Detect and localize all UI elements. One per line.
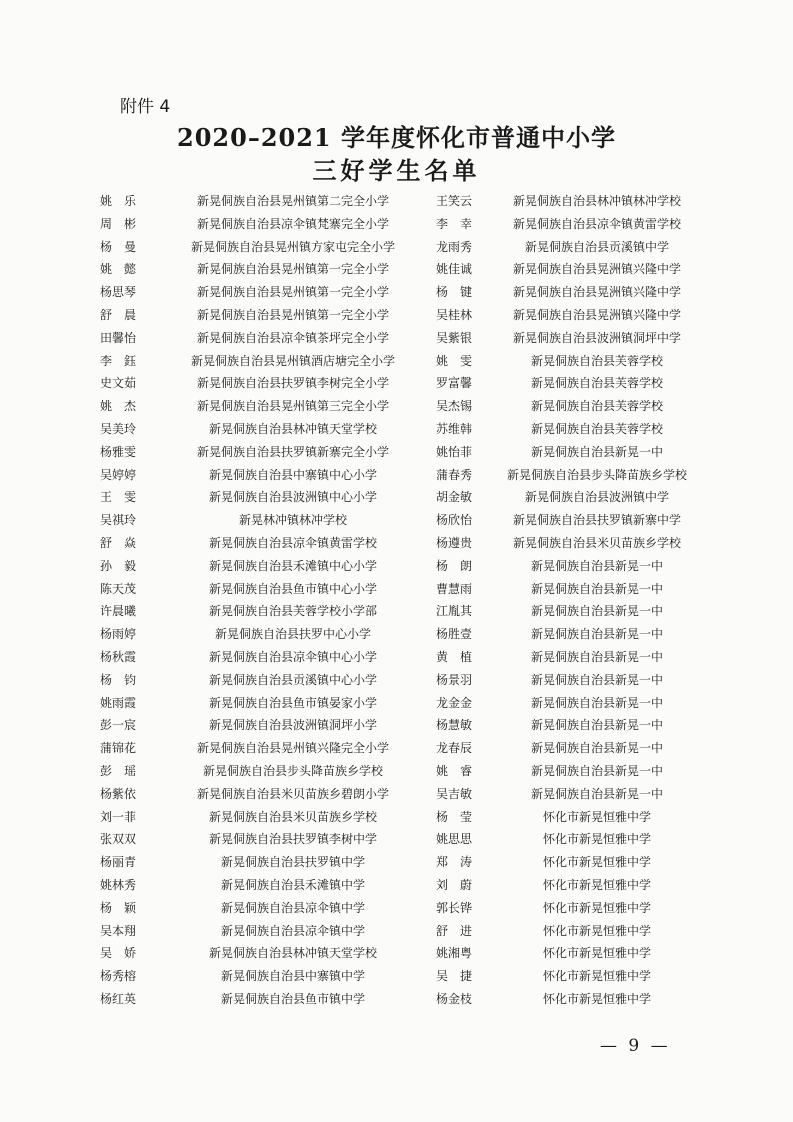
list-item xyxy=(0,897,793,920)
school-name-left: 新晃侗族自治县林冲镇天堂学校 xyxy=(208,946,377,961)
school-name-right: 新晃侗族自治县新晃一中 xyxy=(530,627,663,642)
student-name-right: 罗富馨 xyxy=(436,376,473,391)
list-item xyxy=(0,258,793,281)
student-name-left: 吴祺玲 xyxy=(100,513,137,528)
school-name-right: 新晃侗族自治县芙蓉学校 xyxy=(530,399,663,414)
list-item xyxy=(0,988,793,1011)
school-name-left: 新晃侗族自治县中寨镇中心小学 xyxy=(208,467,377,482)
list-item xyxy=(0,395,793,418)
school-name-right: 新晃侗族自治县新晃一中 xyxy=(530,444,663,459)
list-item xyxy=(0,760,793,783)
student-name-left: 姚 乐 xyxy=(100,194,137,208)
school-name-right: 新晃侗族自治县米贝苗族乡学校 xyxy=(512,535,681,550)
school-name-right: 新晃侗族自治县扶罗镇新寨中学 xyxy=(512,513,681,528)
student-name-right: 吴桂林 xyxy=(436,307,473,322)
school-name-left: 新晃侗族自治县扶罗镇李树中学 xyxy=(208,832,377,847)
list-item xyxy=(0,578,793,601)
student-name-left: 史文茹 xyxy=(100,376,137,391)
student-name-right: 姚佳诚 xyxy=(436,262,473,277)
school-name-left: 新晃侗族自治县鱼市镇晏家小学 xyxy=(208,695,377,710)
list-item xyxy=(0,669,793,692)
school-name-right: 新晃侗族自治县晃洲镇兴隆中学 xyxy=(512,285,681,300)
school-name-left: 新晃侗族自治县波洲镇洞坪小学 xyxy=(208,718,377,733)
school-name-right: 新晃侗族自治县晃洲镇兴隆中学 xyxy=(512,262,681,277)
student-name-left: 许晨曦 xyxy=(100,604,137,619)
list-item xyxy=(0,464,793,487)
school-name-right: 怀化市新晃恒雅中学 xyxy=(542,946,651,961)
list-item xyxy=(0,920,793,943)
student-name-left: 周 彬 xyxy=(100,216,137,231)
school-name-left: 新晃侗族自治县凉伞镇中心小学 xyxy=(208,649,377,664)
list-item xyxy=(0,646,793,669)
school-name-left: 新晃侗族自治县禾滩镇中心小学 xyxy=(208,558,377,573)
student-name-left: 陈天茂 xyxy=(100,581,137,596)
list-item xyxy=(0,441,793,464)
school-name-right: 新晃侗族自治县新晃一中 xyxy=(530,672,663,687)
school-name-right: 新晃侗族自治县新晃一中 xyxy=(530,581,663,596)
school-name-left: 新晃侗族自治县晃州镇第一完全小学 xyxy=(196,285,389,300)
student-name-left: 杨雨婷 xyxy=(100,627,137,642)
school-name-left: 新晃侗族自治县晃州镇第二完全小学 xyxy=(196,194,389,208)
student-name-right: 郭长铧 xyxy=(436,900,473,915)
school-name-right: 新晃侗族自治县芙蓉学校 xyxy=(530,421,663,436)
list-item xyxy=(0,692,793,715)
list-item xyxy=(0,623,793,646)
school-name-right: 新晃侗族自治县新晃一中 xyxy=(530,763,663,778)
student-name-left: 杨秀榕 xyxy=(100,969,137,984)
student-name-left: 杨秋霞 xyxy=(100,649,137,664)
list-item xyxy=(0,942,793,965)
student-name-right: 姚 睿 xyxy=(436,763,473,778)
school-name-right: 新晃侗族自治县新晃一中 xyxy=(530,649,663,664)
school-name-left: 新晃侗族自治县晃州镇第一完全小学 xyxy=(196,307,389,322)
school-name-left: 新晃侗族自治县凉伞镇中学 xyxy=(220,923,365,938)
list-item xyxy=(0,281,793,304)
student-name-right: 龙雨秀 xyxy=(436,239,473,254)
list-item xyxy=(0,532,793,555)
student-name-right: 杨 朗 xyxy=(436,558,473,573)
student-name-right: 姚 雯 xyxy=(436,353,473,368)
school-name-left: 新晃林冲镇林冲学校 xyxy=(238,513,347,528)
school-name-right: 怀化市新晃恒雅中学 xyxy=(542,832,651,847)
school-name-left: 新晃侗族自治县凉伞镇黄雷学校 xyxy=(208,535,377,550)
list-item xyxy=(0,486,793,509)
school-name-right: 新晃侗族自治县凉伞镇黄雷学校 xyxy=(512,216,681,231)
student-name-right: 蒲春秀 xyxy=(436,467,473,482)
student-name-left: 杨丽青 xyxy=(100,855,137,870)
school-name-left: 新晃侗族自治县芙蓉学校小学部 xyxy=(208,604,377,619)
school-name-left: 新晃侗族自治县林冲镇天堂学校 xyxy=(208,421,377,436)
list-item xyxy=(0,190,793,213)
list-item xyxy=(0,418,793,441)
school-name-left: 新晃侗族自治县贡溪镇中心小学 xyxy=(208,672,377,687)
student-name-left: 吴 娇 xyxy=(100,946,137,961)
list-item xyxy=(0,600,793,623)
list-item xyxy=(0,509,793,532)
school-name-left: 新晃侗族自治县凉伞镇茶坪完全小学 xyxy=(196,330,389,345)
student-name-left: 杨思琴 xyxy=(100,285,137,300)
student-name-left: 王 雯 xyxy=(100,490,137,505)
school-name-left: 新晃侗族自治县禾滩镇中学 xyxy=(220,877,365,892)
student-name-right: 吴吉敏 xyxy=(436,786,473,801)
school-name-left: 新晃侗族自治县波洲镇中心小学 xyxy=(208,490,377,505)
student-name-right: 刘 蔚 xyxy=(436,877,473,892)
student-name-right: 姚湘粤 xyxy=(436,946,473,961)
student-name-left: 吴美玲 xyxy=(100,421,137,436)
school-name-right: 新晃侗族自治县波洲镇中学 xyxy=(524,490,669,505)
list-item xyxy=(0,851,793,874)
school-name-right: 新晃侗族自治县新晃一中 xyxy=(530,718,663,733)
school-name-left: 新晃侗族自治县米贝苗族乡碧朗小学 xyxy=(196,786,389,801)
student-name-left: 彭 瑶 xyxy=(100,763,137,778)
student-name-right: 杨慧敏 xyxy=(436,718,473,733)
school-name-right: 新晃侗族自治县波洲镇洞坪中学 xyxy=(512,330,681,345)
student-list xyxy=(0,190,793,1011)
list-item xyxy=(0,828,793,851)
list-item xyxy=(0,783,793,806)
school-name-right: 怀化市新晃恒雅中学 xyxy=(542,855,651,870)
school-name-left: 新晃侗族自治县扶罗镇李树完全小学 xyxy=(196,376,389,391)
list-item xyxy=(0,806,793,829)
student-name-left: 张双双 xyxy=(100,832,137,847)
student-name-left: 姚林秀 xyxy=(100,877,137,892)
school-name-left: 新晃侗族自治县凉伞镇中学 xyxy=(220,900,365,915)
school-name-left: 新晃侗族自治县扶罗镇新寨完全小学 xyxy=(196,444,389,459)
school-name-left: 新晃侗族自治县米贝苗族乡学校 xyxy=(208,809,377,824)
student-name-right: 杨景羽 xyxy=(436,672,473,687)
student-name-right: 舒 进 xyxy=(436,923,473,938)
school-name-left: 新晃侗族自治县晃州镇方家屯完全小学 xyxy=(190,239,395,254)
school-name-left: 新晃侗族自治县鱼市镇中心小学 xyxy=(208,581,377,596)
school-name-right: 新晃侗族自治县新晃一中 xyxy=(530,786,663,801)
list-item xyxy=(0,350,793,373)
school-name-right: 新晃侗族自治县新晃一中 xyxy=(530,558,663,573)
student-name-right: 杨胜壹 xyxy=(436,627,473,642)
student-name-right: 吴 捷 xyxy=(436,969,473,984)
student-name-left: 吴本翔 xyxy=(100,923,137,938)
school-name-left: 新晃侗族自治县扶罗中心小学 xyxy=(214,627,371,642)
student-name-right: 郑 涛 xyxy=(436,855,473,870)
list-item xyxy=(0,874,793,897)
student-name-right: 江胤其 xyxy=(436,604,473,619)
school-name-right: 新晃侗族自治县芙蓉学校 xyxy=(530,353,663,368)
student-name-left: 吴婷婷 xyxy=(100,467,137,482)
student-name-left: 姚 懿 xyxy=(100,262,137,277)
list-item xyxy=(0,213,793,236)
school-name-right: 新晃侗族自治县新晃一中 xyxy=(530,741,663,756)
list-item xyxy=(0,965,793,988)
student-name-right: 吴紫银 xyxy=(436,330,473,345)
student-name-right: 苏维韩 xyxy=(436,421,473,436)
student-name-right: 黄 植 xyxy=(436,649,473,664)
list-item xyxy=(0,737,793,760)
student-name-left: 孙 毅 xyxy=(100,558,137,573)
page-number: — 9 — xyxy=(600,1036,671,1056)
student-name-left: 杨 曼 xyxy=(100,239,137,254)
school-name-left: 新晃侗族自治县晃州镇酒店塘完全小学 xyxy=(190,353,395,368)
school-name-right: 怀化市新晃恒雅中学 xyxy=(542,969,651,984)
list-item xyxy=(0,714,793,737)
school-name-left: 新晃侗族自治县步头降苗族乡学校 xyxy=(202,763,383,778)
student-name-left: 舒 晨 xyxy=(100,307,137,322)
student-name-right: 龙春辰 xyxy=(436,741,473,756)
school-name-right: 新晃侗族自治县芙蓉学校 xyxy=(530,376,663,391)
student-name-right: 王笑云 xyxy=(436,194,473,208)
student-name-right: 曹慧雨 xyxy=(436,581,473,596)
attachment-label: 附件 4 xyxy=(120,97,171,117)
student-name-left: 杨雅雯 xyxy=(100,444,137,459)
school-name-left: 新晃侗族自治县晃州镇兴隆完全小学 xyxy=(196,741,389,756)
student-name-left: 杨红英 xyxy=(100,991,137,1006)
student-name-left: 杨紫依 xyxy=(100,786,137,801)
student-name-right: 姚思思 xyxy=(436,832,473,847)
document-title-line-2: 三好学生名单 xyxy=(312,156,481,185)
school-name-right: 新晃侗族自治县新晃一中 xyxy=(530,695,663,710)
student-name-right: 杨 键 xyxy=(436,285,473,300)
student-name-left: 彭一宸 xyxy=(100,718,137,733)
school-name-right: 怀化市新晃恒雅中学 xyxy=(542,809,651,824)
student-name-right: 姚怡菲 xyxy=(436,444,473,459)
school-name-right: 新晃侗族自治县新晃一中 xyxy=(530,604,663,619)
school-name-left: 新晃侗族自治县凉伞镇梵寨完全小学 xyxy=(196,216,389,231)
school-name-left: 新晃侗族自治县扶罗镇中学 xyxy=(220,855,365,870)
document-title-line-1: 2020–2021 学年度怀化市普通中小学 xyxy=(177,123,616,152)
list-item xyxy=(0,555,793,578)
school-name-right: 新晃侗族自治县贡溪镇中学 xyxy=(524,239,669,254)
school-name-right: 怀化市新晃恒雅中学 xyxy=(542,900,651,915)
student-name-right: 杨 莹 xyxy=(436,809,473,824)
student-name-right: 龙金金 xyxy=(436,695,473,710)
student-name-left: 杨 颖 xyxy=(100,900,137,915)
student-name-left: 姚 杰 xyxy=(100,399,137,414)
school-name-left: 新晃侗族自治县鱼市镇中学 xyxy=(220,991,365,1006)
student-name-left: 杨 钧 xyxy=(100,672,137,687)
school-name-left: 新晃侗族自治县晃州镇第一完全小学 xyxy=(196,262,389,277)
school-name-left: 新晃侗族自治县中寨镇中学 xyxy=(220,969,365,984)
student-name-right: 李 幸 xyxy=(436,216,473,231)
school-name-right: 新晃侗族自治县林冲镇林冲学校 xyxy=(512,194,681,208)
student-name-left: 田馨怡 xyxy=(100,330,137,345)
school-name-right: 怀化市新晃恒雅中学 xyxy=(542,877,651,892)
student-name-left: 姚雨霞 xyxy=(100,695,137,710)
student-name-right: 胡金敏 xyxy=(436,490,473,505)
school-name-right: 新晃侗族自治县步头降苗族乡学校 xyxy=(506,467,687,482)
school-name-right: 怀化市新晃恒雅中学 xyxy=(542,923,651,938)
student-name-right: 杨欣怡 xyxy=(436,513,473,528)
list-item xyxy=(0,372,793,395)
list-item xyxy=(0,236,793,259)
student-name-left: 刘一菲 xyxy=(100,809,137,824)
school-name-left: 新晃侗族自治县晃州镇第三完全小学 xyxy=(196,399,389,414)
list-item xyxy=(0,304,793,327)
list-item xyxy=(0,327,793,350)
student-name-left: 舒 焱 xyxy=(100,535,137,550)
student-name-right: 杨金枝 xyxy=(436,991,473,1006)
student-name-right: 杨遵贵 xyxy=(436,535,473,550)
school-name-right: 新晃侗族自治县晃洲镇兴隆中学 xyxy=(512,307,681,322)
student-name-right: 吴杰锡 xyxy=(436,399,473,414)
school-name-right: 怀化市新晃恒雅中学 xyxy=(542,991,651,1006)
student-name-left: 蒲锦花 xyxy=(100,741,137,756)
student-name-left: 李 鈺 xyxy=(100,353,137,368)
